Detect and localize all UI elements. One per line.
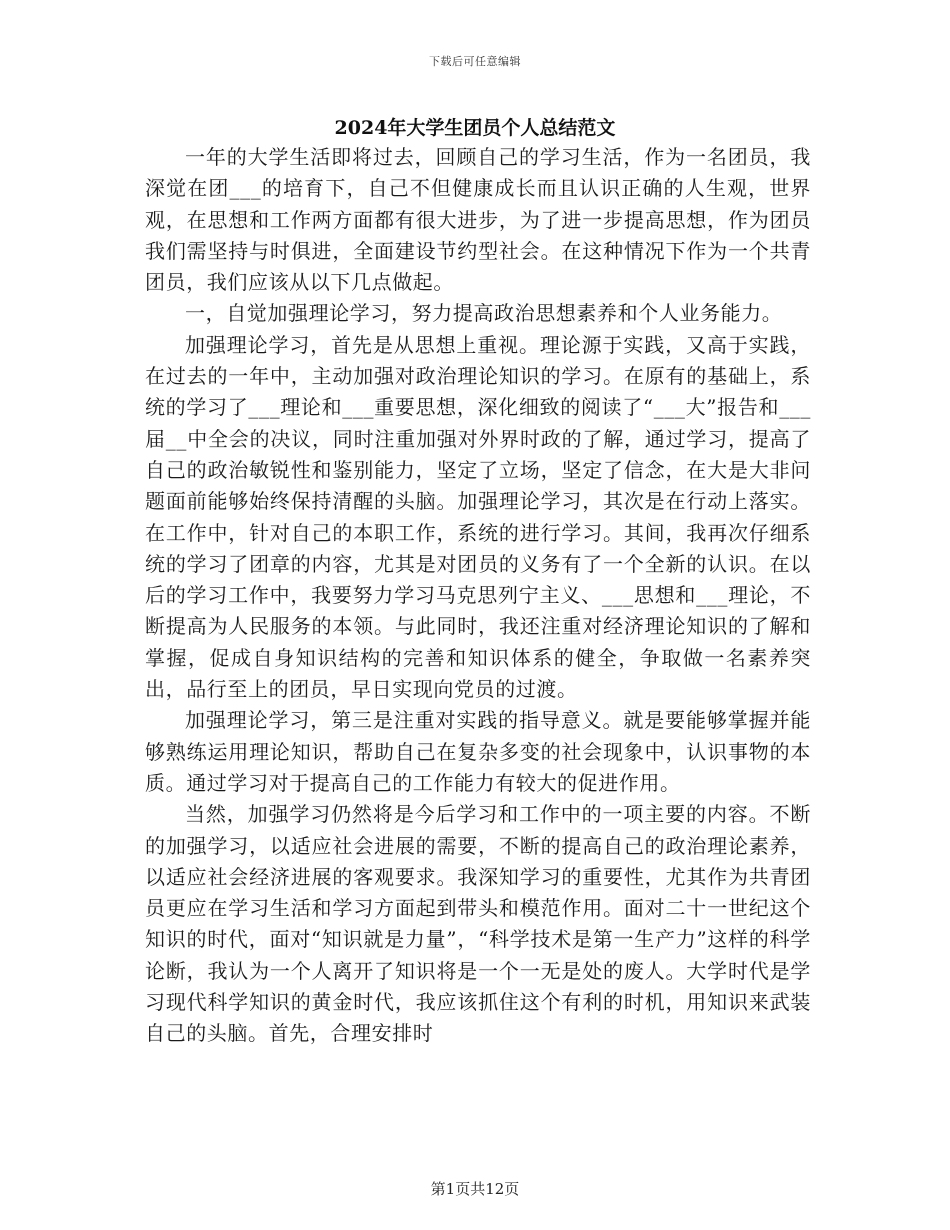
paragraph-practice-guidance: 加强理论学习，第三是注重对实践的指导意义。就是要能够掌握并能够熟练运用理论知识，帮助自己在复杂多变的社会现象中，认识事物的本质。通过学习对于提高自己的工作能力有较大的促进作用。 <box>145 708 811 795</box>
header-note: 下载后可任意编辑 <box>429 55 521 68</box>
document-body <box>145 142 811 1050</box>
paragraph-continued-learning: 当然，加强学习仍然将是今后学习和工作中的一项主要的内容。不断的加强学习，以适应社会进展的需要，不断的提高自己的政治理论素养，以适应社会经济进展的客观要求。我深知学习的重要性，尤其作为共青团员更应在学习生活和学习方面起到带头和模范作用。面对二十一世纪这个知识的时代，面对“知识就是力量”，“科学技术是第一生产力”这样的科学论断，我认为一个人离开了知识将是一个一无是处的废人。大学时代是学习现代科学知识的黄金时代，我应该抓住这个有利的时机，用知识来武装自己的头脑。首先，合理安排时 <box>145 802 811 1046</box>
paragraph-theory-study: 加强理论学习，首先是从思想上重视。理论源于实践，又高于实践，在过去的一年中，主动加强对政治理论知识的学习。在原有的基础上，系统的学习了___理论和___重要思想，深化细致的阅读了“___大”报告和___届__中全会的决议，同时注重加强对外界时政的了解，通过学习，提高了自己的政治敏锐性和鉴别能力，坚定了立场，坚定了信念，在大是大非问题面前能够始终保持清醒的头脑。加强理论学习，其次是在行动上落实。在工作中，针对自己的本职工作，系统的进行学习。其间，我再次仔细系统的学习了团章的内容，尤其是对团员的义务有了一个全新的认识。在以后的学习工作中，我要努力学习马克思列宁主义、___思想和___理论，不断提高为人民服务的本领。与此同时，我还注重对经济理论知识的了解和掌握，促成自身知识结构的完善和知识体系的健全，争取做一名素养突出，品行至上的团员，早日实现向党员的过渡。 <box>145 332 811 702</box>
document-title: 2024年大学生团员个人总结范文 <box>334 117 616 139</box>
page-indicator: 第1页共12页 <box>430 1180 520 1198</box>
paragraph-section-heading: 一，自觉加强理论学习，努力提高政治思想素养和个人业务能力。 <box>185 301 783 326</box>
paragraph-intro: 一年的大学生活即将过去，回顾自己的学习生活，作为一名团员，我深觉在团___的培育下，自己不但健康成长而且认识正确的人生观，世界观，在思想和工作两方面都有很大进步，为了进一步提高思想，作为团员我们需坚持与时俱进，全面建设节约型社会。在这种情况下作为一个共青团员，我们应该从以下几点做起。 <box>145 145 811 295</box>
